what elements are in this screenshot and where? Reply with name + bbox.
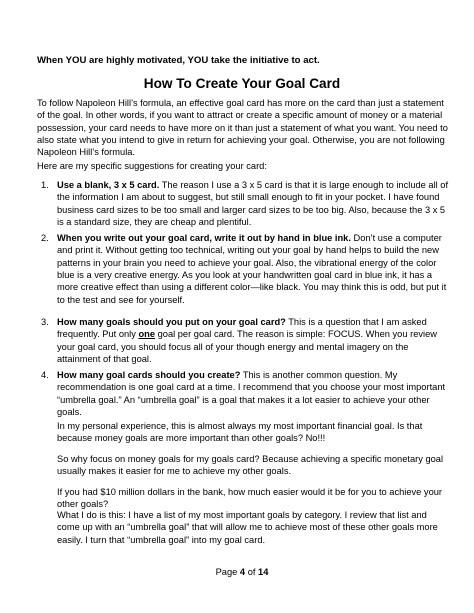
list-item-number: 3.: [41, 317, 49, 327]
list-item: [41, 232, 451, 306]
list-item-heading: How many goals should you put on your goal card?: [57, 317, 286, 327]
list-item-number: 4.: [41, 370, 49, 380]
list-item-number: 2.: [41, 233, 49, 243]
list-item: [41, 316, 451, 365]
list-item-text: [57, 369, 451, 418]
list-item-text: [57, 179, 451, 228]
tagline: When YOU are highly motivated, YOU take the initiative to act.: [37, 55, 320, 66]
paragraph-ten-million: If you had $10 million dollars in the bank, how much easier would it be for you to achieve your other goals?: [57, 487, 443, 510]
paragraph-financial-goal: In my personal experience, this is almost always my most important financial goal. Is that because money goals are more important than other goals? No!!!: [57, 421, 423, 444]
total-pages: 14: [258, 567, 269, 577]
paragraph-why-money: So why focus on money goals for my goals card? Because achieving a specific monetary goal usually makes it easier for me to achieve my other goals.: [57, 454, 444, 477]
list-item-paragraph: [57, 486, 451, 511]
list-item: [41, 179, 451, 228]
emphasis-one: one: [138, 329, 156, 340]
list-item-body: Don’t use a computer and print it. Without getting too technical, writing out your goal by hand helps to build the new patterns in your brain you need to achieve your goal. Also, the vibrational energy of the color blue is a very creative energy. As you look at your handwritten goal card in blue ink, it has a more creative effect than using a different color—like black. You may think this is odd, but put it to the test and see for yourself.: [57, 233, 447, 305]
list-item: [41, 369, 451, 418]
list-item-body: goal per goal card. The reason is simple: FOCUS. When you review your goal card, you should focus all of your though energy and mental imagery on the attainment of that goal.: [57, 329, 437, 365]
list-item-heading: Use a blank, 3 x 5 card.: [57, 180, 160, 190]
suggestions-lead: Here are my specific suggestions for creating your card:: [37, 161, 267, 171]
list-item-paragraph: [57, 453, 451, 478]
list-item-heading: When you write out your goal card, write it out by hand in blue ink.: [57, 233, 351, 243]
intro-paragraph: To follow Napoleon Hill’s formula, an effective goal card has more on the card than just a statement of the goal. In other words, if you want to attract or create a specific amount of money or a material possession, your card needs to have more on it than just a statement of what you want. You need to also state what you intend to give in return for achieving your goal. Otherwise, you are not following Napoleon Hill’s formula.: [37, 98, 448, 158]
paragraph-umbrella-review: What I do is this: I have a list of my most important goals by category. I review that list and come up with an “umbrella goal” that will allow me to achieve most of these other goals more easily. I turn that “umbrella goal” into my goal card.: [57, 510, 438, 545]
list-item-text: [57, 316, 451, 365]
list-item-paragraph: [57, 420, 451, 445]
page-number: 4: [239, 567, 246, 577]
page-footer: [37, 566, 447, 578]
page-label: Page: [215, 567, 238, 577]
page-title: How To Create Your Goal Card: [143, 76, 341, 91]
of-label: of: [247, 567, 256, 577]
list-item-number: 1.: [41, 180, 49, 190]
list-item-body: This is a question that I am asked frequently. Put only: [57, 317, 427, 340]
list-item-body: This is another common question. My recommendation is one goal card at a time. I recommend that you choose your most important “umbrella goal.” An “umbrella goal” is a goal that makes it a lot easier to achieve your other goals.: [57, 370, 446, 418]
list-item-paragraph: [57, 509, 451, 546]
list-item-body: The reason I use a 3 x 5 card is that it is large enough to include all of the information I am about to suggest, but still small enough to fit in your pocket. I have found business card sizes to be too small and larger card sizes to be too big. Also, because the 3 x 5 is a standard size, they are cheap and plentiful.: [57, 180, 449, 228]
list-item-heading: How many goal cards should you create?: [57, 370, 241, 380]
list-item-text: [57, 232, 451, 306]
